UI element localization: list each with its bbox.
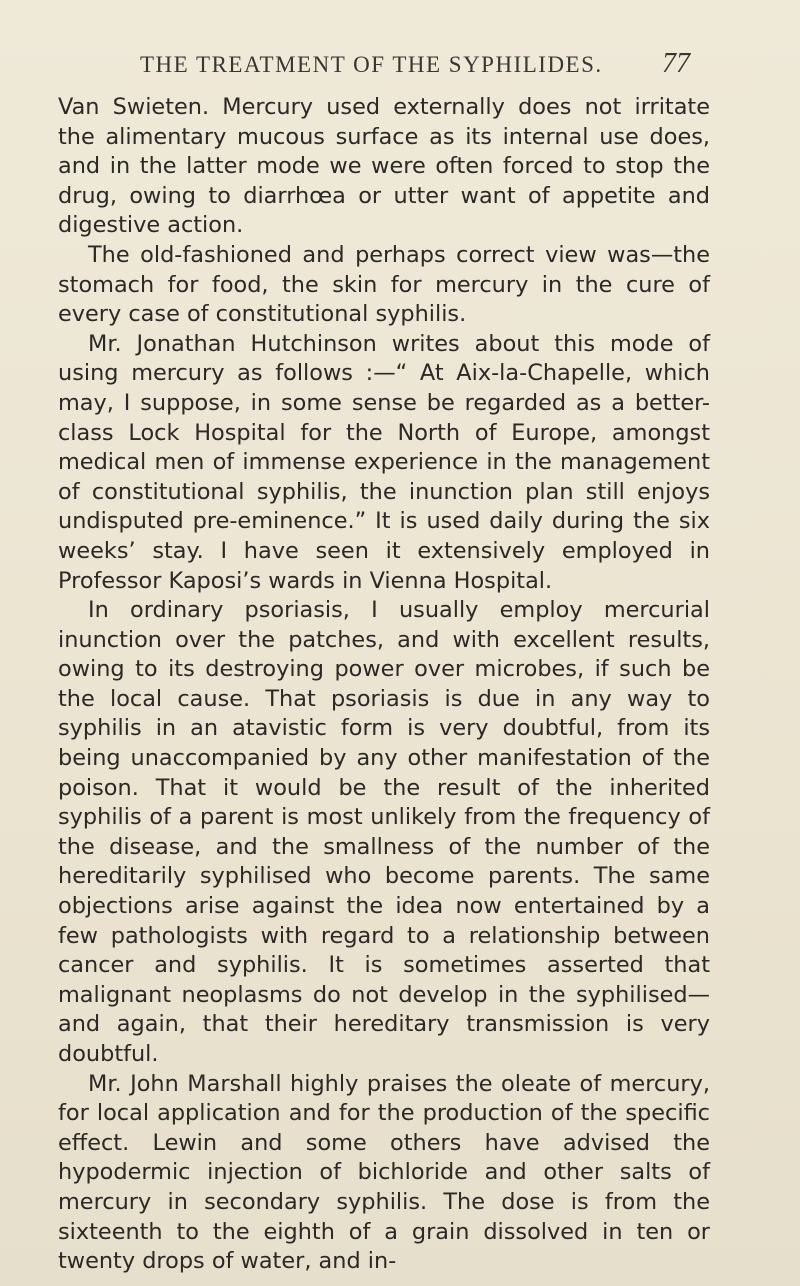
body-text xyxy=(58,93,710,1277)
paragraph-2: The old-fashioned and perhaps correct view was—the stomach for food, the skin for mercury in the cure of every case of constitutional syphilis. xyxy=(58,241,710,328)
running-head: THE TREATMENT OF THE SYPHILIDES. xyxy=(140,52,603,77)
paragraph-3: Mr. Jonathan Hutchinson writes about this mode of using mercury as follows :—“ At Aix-la-Chapelle, which may, I suppose, in some sense be regarded as a better-class Lock Hospital for the North of Europe, amongst medical men of immense experience in the management of constitutional syphilis, the inunction plan still enjoys undisputed pre-eminence.” It is used daily during the six weeks’ stay. I have seen it extensively employed in Professor Kaposi’s wards in Vienna Hospital. xyxy=(58,330,710,594)
page-header xyxy=(100,48,700,86)
paragraph-1: Van Swieten. Mercury used externally does not irritate the alimentary mucous surface as its internal use does, and in the latter mode we were often forced to stop the drug, owing to diarrhœa or utter want of appetite and digestive action. xyxy=(58,94,710,239)
paragraph-4: In ordinary psoriasis, I usually employ mercurial inunction over the patches, and with excellent results, owing to its destroying power over microbes, if such be the local cause. That psoriasis is due in any way to syphilis in an atavistic form is very doubtful, from its being unaccompanied by any other manifestation of the poison. That it would be the result of the inherited syphilis of a parent is most unlikely from the frequency of the disease, and the smallness of the number of the hereditarily syphilised who become parents. The same objections arise against the idea now entertained by a few pathologists with regard to a relationship between cancer and syphilis. It is sometimes asserted that malignant neoplasms do not develop in the syphilised—and again, that their hereditary transmission is very doubtful. xyxy=(58,597,710,1067)
page-number: 77 xyxy=(662,48,690,79)
paragraph-5: Mr. John Marshall highly praises the oleate of mercury, for local application and for the production of the specific effect. Lewin and some others have advised the hypodermic injection of bichloride and other salts of mercury in secondary syphilis. The dose is from the sixteenth to the eighth of a grain dissolved in ten or twenty drops of water, and in- xyxy=(58,1070,710,1275)
